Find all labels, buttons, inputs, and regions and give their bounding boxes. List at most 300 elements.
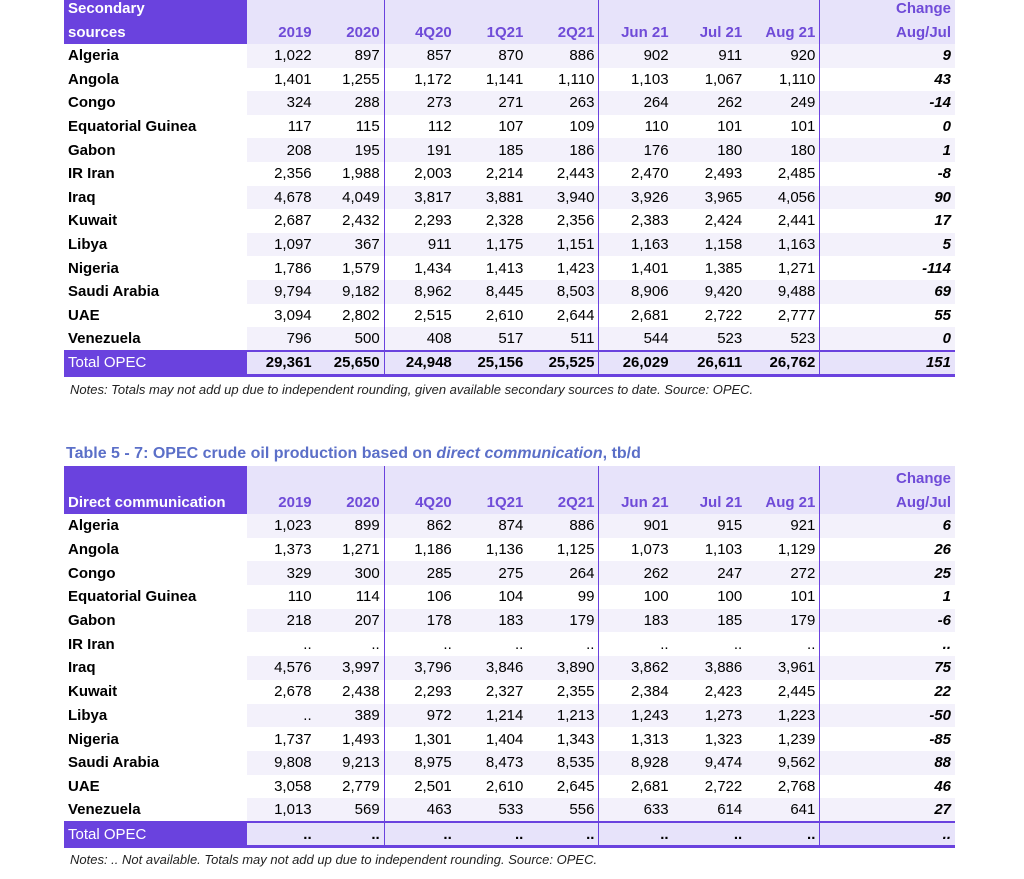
change-cell: 0 bbox=[820, 327, 955, 351]
value-cell: 8,906 bbox=[599, 280, 673, 304]
value-cell: 185 bbox=[456, 138, 528, 162]
change-cell: 88 bbox=[820, 751, 955, 775]
value-cell: 8,928 bbox=[599, 751, 673, 775]
header-label-top bbox=[64, 466, 247, 491]
total-value: .. bbox=[384, 822, 456, 847]
country-name: Angola bbox=[68, 541, 119, 559]
value-cell: 1,434 bbox=[384, 256, 456, 280]
table-row bbox=[64, 209, 955, 233]
value-cell: 517 bbox=[456, 327, 528, 351]
change-cell: 43 bbox=[820, 68, 955, 92]
value-cell: 886 bbox=[527, 44, 599, 68]
column-header: 1Q21 bbox=[456, 491, 528, 514]
value-cell: 208 bbox=[247, 138, 316, 162]
value-cell: 9,808 bbox=[247, 751, 316, 775]
value-cell: .. bbox=[247, 704, 316, 728]
country-name: Gabon bbox=[68, 612, 116, 630]
value-cell: .. bbox=[673, 632, 747, 656]
table-row bbox=[64, 186, 955, 210]
country-name: Libya bbox=[68, 236, 108, 254]
country-name: Kuwait bbox=[68, 212, 118, 230]
country-name: Kuwait bbox=[68, 683, 118, 701]
value-cell: 2,003 bbox=[384, 162, 456, 186]
value-cell: 285 bbox=[384, 561, 456, 585]
country-name: Congo bbox=[68, 564, 116, 582]
value-cell: .. bbox=[316, 632, 385, 656]
value-cell: 3,817 bbox=[384, 186, 456, 210]
change-cell: -114 bbox=[820, 256, 955, 280]
table-row bbox=[64, 256, 955, 280]
value-cell: 2,293 bbox=[384, 209, 456, 233]
table2-title-prefix: Table 5 - 7: OPEC crude oil production based on bbox=[66, 445, 437, 462]
value-cell: 249 bbox=[746, 91, 820, 115]
value-cell: 264 bbox=[599, 91, 673, 115]
total-label: Total OPEC bbox=[64, 351, 247, 376]
value-cell: 8,473 bbox=[456, 751, 528, 775]
value-cell: 2,328 bbox=[456, 209, 528, 233]
value-cell: 2,681 bbox=[599, 304, 673, 328]
value-cell: 1,301 bbox=[384, 727, 456, 751]
value-cell: 2,470 bbox=[599, 162, 673, 186]
table-row bbox=[64, 44, 955, 68]
value-cell: 1,214 bbox=[456, 704, 528, 728]
change-cell: 55 bbox=[820, 304, 955, 328]
country-name: Venezuela bbox=[68, 329, 141, 347]
value-cell: 1,163 bbox=[746, 233, 820, 257]
value-cell: 262 bbox=[673, 91, 747, 115]
value-cell: 9,562 bbox=[746, 751, 820, 775]
column-header: 2019 bbox=[247, 20, 316, 44]
value-cell: 112 bbox=[384, 115, 456, 139]
value-cell: 9,182 bbox=[316, 280, 385, 304]
value-cell: 8,445 bbox=[456, 280, 528, 304]
value-cell: 1,223 bbox=[746, 704, 820, 728]
column-header: 2020 bbox=[316, 491, 385, 514]
value-cell: 523 bbox=[673, 327, 747, 351]
column-header: 4Q20 bbox=[384, 491, 456, 514]
value-cell: 544 bbox=[599, 327, 673, 351]
value-cell: 3,961 bbox=[746, 656, 820, 680]
value-cell: 185 bbox=[673, 609, 747, 633]
value-cell: 104 bbox=[456, 585, 528, 609]
value-cell: 1,343 bbox=[527, 727, 599, 751]
column-header: 2020 bbox=[316, 20, 385, 44]
value-cell: 100 bbox=[673, 585, 747, 609]
value-cell: 1,186 bbox=[384, 538, 456, 562]
value-cell: 1,579 bbox=[316, 256, 385, 280]
value-cell: 218 bbox=[247, 609, 316, 633]
value-cell: 3,094 bbox=[247, 304, 316, 328]
country-name: Angola bbox=[68, 70, 119, 88]
value-cell: 3,926 bbox=[599, 186, 673, 210]
change-cell: 26 bbox=[820, 538, 955, 562]
change-cell: -14 bbox=[820, 91, 955, 115]
total-value: .. bbox=[673, 822, 747, 847]
value-cell: 1,172 bbox=[384, 68, 456, 92]
country-name: UAE bbox=[68, 777, 100, 795]
value-cell: 1,073 bbox=[599, 538, 673, 562]
value-cell: 2,214 bbox=[456, 162, 528, 186]
value-cell: 107 bbox=[456, 115, 528, 139]
value-cell: 2,678 bbox=[247, 680, 316, 704]
value-cell: 3,886 bbox=[673, 656, 747, 680]
value-cell: 2,644 bbox=[527, 304, 599, 328]
total-value: .. bbox=[599, 822, 673, 847]
table-row bbox=[64, 327, 955, 351]
change-cell: 75 bbox=[820, 656, 955, 680]
value-cell: 3,890 bbox=[527, 656, 599, 680]
change-cell: -6 bbox=[820, 609, 955, 633]
value-cell: 4,576 bbox=[247, 656, 316, 680]
value-cell: 9,213 bbox=[316, 751, 385, 775]
country-name: Iraq bbox=[68, 188, 96, 206]
country-name: Congo bbox=[68, 94, 116, 112]
direct-communication-table bbox=[64, 466, 955, 848]
value-cell: 367 bbox=[316, 233, 385, 257]
value-cell: 9,474 bbox=[673, 751, 747, 775]
value-cell: 195 bbox=[316, 138, 385, 162]
table-row bbox=[64, 514, 955, 538]
header-change-label: Change bbox=[820, 0, 955, 20]
value-cell: 180 bbox=[746, 138, 820, 162]
value-cell: 511 bbox=[527, 327, 599, 351]
total-change: .. bbox=[820, 822, 955, 847]
value-cell: 463 bbox=[384, 798, 456, 822]
value-cell: 1,158 bbox=[673, 233, 747, 257]
table-row bbox=[64, 751, 955, 775]
value-cell: 324 bbox=[247, 91, 316, 115]
value-cell: 641 bbox=[746, 798, 820, 822]
value-cell: 1,022 bbox=[247, 44, 316, 68]
table2-title-emphasis: direct communication bbox=[436, 445, 603, 462]
value-cell: 556 bbox=[527, 798, 599, 822]
value-cell: 2,610 bbox=[456, 775, 528, 799]
value-cell: 1,401 bbox=[599, 256, 673, 280]
value-cell: 2,779 bbox=[316, 775, 385, 799]
value-cell: .. bbox=[527, 632, 599, 656]
value-cell: 2,293 bbox=[384, 680, 456, 704]
value-cell: .. bbox=[456, 632, 528, 656]
total-row bbox=[64, 351, 955, 376]
country-name: Saudi Arabia bbox=[68, 283, 160, 301]
change-cell: 25 bbox=[820, 561, 955, 585]
value-cell: 2,356 bbox=[527, 209, 599, 233]
header-row-top bbox=[64, 0, 955, 20]
value-cell: 1,404 bbox=[456, 727, 528, 751]
country-name: Algeria bbox=[68, 47, 119, 65]
header-row-top bbox=[64, 466, 955, 491]
country-name: Venezuela bbox=[68, 801, 141, 819]
header-row bbox=[64, 20, 955, 44]
column-header: 4Q20 bbox=[384, 20, 456, 44]
secondary-sources-table bbox=[64, 0, 955, 377]
change-cell: 22 bbox=[820, 680, 955, 704]
value-cell: 2,493 bbox=[673, 162, 747, 186]
value-cell: 9,420 bbox=[673, 280, 747, 304]
value-cell: 207 bbox=[316, 609, 385, 633]
value-cell: 2,438 bbox=[316, 680, 385, 704]
header-change-period: Aug/Jul bbox=[820, 20, 955, 44]
value-cell: 972 bbox=[384, 704, 456, 728]
value-cell: 3,997 bbox=[316, 656, 385, 680]
table-row bbox=[64, 680, 955, 704]
value-cell: 275 bbox=[456, 561, 528, 585]
value-cell: 796 bbox=[247, 327, 316, 351]
value-cell: 2,777 bbox=[746, 304, 820, 328]
value-cell: 183 bbox=[456, 609, 528, 633]
value-cell: 633 bbox=[599, 798, 673, 822]
value-cell: 110 bbox=[599, 115, 673, 139]
value-cell: 3,965 bbox=[673, 186, 747, 210]
country-name: Gabon bbox=[68, 141, 116, 159]
value-cell: 99 bbox=[527, 585, 599, 609]
value-cell: 2,432 bbox=[316, 209, 385, 233]
total-change: 151 bbox=[820, 351, 955, 376]
header-change-label: Change bbox=[820, 466, 955, 491]
column-header: 2019 bbox=[247, 491, 316, 514]
value-cell: 3,881 bbox=[456, 186, 528, 210]
value-cell: 3,846 bbox=[456, 656, 528, 680]
value-cell: 110 bbox=[247, 585, 316, 609]
header-blank bbox=[456, 0, 528, 20]
value-cell: 569 bbox=[316, 798, 385, 822]
value-cell: 101 bbox=[746, 585, 820, 609]
value-cell: 179 bbox=[527, 609, 599, 633]
value-cell: 1,110 bbox=[746, 68, 820, 92]
value-cell: 263 bbox=[527, 91, 599, 115]
value-cell: 870 bbox=[456, 44, 528, 68]
value-cell: 1,737 bbox=[247, 727, 316, 751]
value-cell: 1,423 bbox=[527, 256, 599, 280]
header-blank bbox=[527, 0, 599, 20]
table1-notes: Notes: Totals may not add up due to independent rounding, given available secondary sources to date. Source: OPEC. bbox=[70, 382, 754, 397]
value-cell: 3,940 bbox=[527, 186, 599, 210]
value-cell: 2,515 bbox=[384, 304, 456, 328]
total-value: .. bbox=[746, 822, 820, 847]
change-cell: -8 bbox=[820, 162, 955, 186]
change-cell: 27 bbox=[820, 798, 955, 822]
value-cell: 1,786 bbox=[247, 256, 316, 280]
change-cell: -50 bbox=[820, 704, 955, 728]
country-name: IR Iran bbox=[68, 635, 115, 653]
column-header: Aug 21 bbox=[746, 20, 820, 44]
value-cell: 3,796 bbox=[384, 656, 456, 680]
value-cell: 2,768 bbox=[746, 775, 820, 799]
value-cell: 1,136 bbox=[456, 538, 528, 562]
table-row bbox=[64, 775, 955, 799]
total-value: .. bbox=[247, 822, 316, 847]
header-blank bbox=[673, 466, 747, 491]
value-cell: 1,129 bbox=[746, 538, 820, 562]
total-value: 25,525 bbox=[527, 351, 599, 376]
header-blank bbox=[599, 466, 673, 491]
value-cell: .. bbox=[247, 632, 316, 656]
value-cell: 886 bbox=[527, 514, 599, 538]
change-cell: 46 bbox=[820, 775, 955, 799]
value-cell: 1,023 bbox=[247, 514, 316, 538]
value-cell: 1,323 bbox=[673, 727, 747, 751]
value-cell: 2,441 bbox=[746, 209, 820, 233]
value-cell: 1,097 bbox=[247, 233, 316, 257]
value-cell: 2,355 bbox=[527, 680, 599, 704]
value-cell: 1,413 bbox=[456, 256, 528, 280]
total-value: 29,361 bbox=[247, 351, 316, 376]
value-cell: 300 bbox=[316, 561, 385, 585]
value-cell: 920 bbox=[746, 44, 820, 68]
table-row bbox=[64, 632, 955, 656]
value-cell: 2,423 bbox=[673, 680, 747, 704]
country-name: Nigeria bbox=[68, 259, 119, 277]
value-cell: 186 bbox=[527, 138, 599, 162]
value-cell: 2,356 bbox=[247, 162, 316, 186]
value-cell: 389 bbox=[316, 704, 385, 728]
country-name: Nigeria bbox=[68, 730, 119, 748]
header-blank bbox=[316, 466, 385, 491]
value-cell: 1,151 bbox=[527, 233, 599, 257]
table-row bbox=[64, 233, 955, 257]
value-cell: 9,794 bbox=[247, 280, 316, 304]
value-cell: 8,503 bbox=[527, 280, 599, 304]
table-row bbox=[64, 138, 955, 162]
value-cell: 1,239 bbox=[746, 727, 820, 751]
value-cell: 862 bbox=[384, 514, 456, 538]
value-cell: 2,445 bbox=[746, 680, 820, 704]
column-header: 1Q21 bbox=[456, 20, 528, 44]
value-cell: 1,385 bbox=[673, 256, 747, 280]
header-blank bbox=[384, 466, 456, 491]
value-cell: 911 bbox=[673, 44, 747, 68]
value-cell: 272 bbox=[746, 561, 820, 585]
value-cell: 4,049 bbox=[316, 186, 385, 210]
header-row bbox=[64, 491, 955, 514]
table-row bbox=[64, 727, 955, 751]
value-cell: 897 bbox=[316, 44, 385, 68]
table-row bbox=[64, 609, 955, 633]
value-cell: 1,213 bbox=[527, 704, 599, 728]
value-cell: 1,163 bbox=[599, 233, 673, 257]
table-row bbox=[64, 68, 955, 92]
value-cell: 2,681 bbox=[599, 775, 673, 799]
value-cell: 264 bbox=[527, 561, 599, 585]
header-label-top: Secondary bbox=[64, 0, 247, 20]
table-row bbox=[64, 538, 955, 562]
value-cell: 101 bbox=[746, 115, 820, 139]
value-cell: 271 bbox=[456, 91, 528, 115]
value-cell: 614 bbox=[673, 798, 747, 822]
value-cell: 4,056 bbox=[746, 186, 820, 210]
change-cell: 5 bbox=[820, 233, 955, 257]
value-cell: 921 bbox=[746, 514, 820, 538]
table-row bbox=[64, 561, 955, 585]
table-row bbox=[64, 304, 955, 328]
table-row bbox=[64, 656, 955, 680]
value-cell: 262 bbox=[599, 561, 673, 585]
header-blank bbox=[527, 466, 599, 491]
value-cell: .. bbox=[599, 632, 673, 656]
country-name: Libya bbox=[68, 706, 108, 724]
value-cell: 8,975 bbox=[384, 751, 456, 775]
value-cell: 1,273 bbox=[673, 704, 747, 728]
change-cell: 0 bbox=[820, 115, 955, 139]
table2-notes: Notes: .. Not available. Totals may not add up due to independent rounding. Source: OPEC. bbox=[70, 852, 598, 867]
header-blank bbox=[746, 466, 820, 491]
table-row bbox=[64, 798, 955, 822]
value-cell: 1,373 bbox=[247, 538, 316, 562]
table-row bbox=[64, 704, 955, 728]
value-cell: 4,678 bbox=[247, 186, 316, 210]
value-cell: 115 bbox=[316, 115, 385, 139]
header-blank bbox=[384, 0, 456, 20]
value-cell: 114 bbox=[316, 585, 385, 609]
country-name: UAE bbox=[68, 306, 100, 324]
value-cell: 1,493 bbox=[316, 727, 385, 751]
country-name: Iraq bbox=[68, 659, 96, 677]
value-cell: 273 bbox=[384, 91, 456, 115]
value-cell: 176 bbox=[599, 138, 673, 162]
value-cell: 288 bbox=[316, 91, 385, 115]
value-cell: 1,313 bbox=[599, 727, 673, 751]
value-cell: 2,722 bbox=[673, 775, 747, 799]
value-cell: 247 bbox=[673, 561, 747, 585]
header-blank bbox=[673, 0, 747, 20]
value-cell: 2,722 bbox=[673, 304, 747, 328]
header-blank bbox=[316, 0, 385, 20]
header-blank bbox=[247, 0, 316, 20]
table-row bbox=[64, 115, 955, 139]
value-cell: 2,443 bbox=[527, 162, 599, 186]
value-cell: 179 bbox=[746, 609, 820, 633]
value-cell: 1,067 bbox=[673, 68, 747, 92]
value-cell: 2,424 bbox=[673, 209, 747, 233]
header-blank bbox=[247, 466, 316, 491]
value-cell: 8,962 bbox=[384, 280, 456, 304]
country-name: Saudi Arabia bbox=[68, 754, 160, 772]
value-cell: 902 bbox=[599, 44, 673, 68]
value-cell: 1,141 bbox=[456, 68, 528, 92]
value-cell: 1,271 bbox=[316, 538, 385, 562]
value-cell: 191 bbox=[384, 138, 456, 162]
value-cell: 2,610 bbox=[456, 304, 528, 328]
column-header: Jul 21 bbox=[673, 491, 747, 514]
value-cell: 178 bbox=[384, 609, 456, 633]
total-value: 26,762 bbox=[746, 351, 820, 376]
value-cell: 1,271 bbox=[746, 256, 820, 280]
value-cell: 874 bbox=[456, 514, 528, 538]
value-cell: 901 bbox=[599, 514, 673, 538]
value-cell: 1,401 bbox=[247, 68, 316, 92]
value-cell: 915 bbox=[673, 514, 747, 538]
table-row bbox=[64, 280, 955, 304]
change-cell: 6 bbox=[820, 514, 955, 538]
table2-title bbox=[66, 445, 641, 463]
value-cell: 180 bbox=[673, 138, 747, 162]
value-cell: 1,988 bbox=[316, 162, 385, 186]
country-name: Equatorial Guinea bbox=[68, 118, 197, 136]
value-cell: 899 bbox=[316, 514, 385, 538]
value-cell: 1,110 bbox=[527, 68, 599, 92]
header-blank bbox=[746, 0, 820, 20]
value-cell: 101 bbox=[673, 115, 747, 139]
value-cell: 109 bbox=[527, 115, 599, 139]
value-cell: 1,243 bbox=[599, 704, 673, 728]
change-cell: 17 bbox=[820, 209, 955, 233]
header-change-period: Aug/Jul bbox=[820, 491, 955, 514]
value-cell: 2,501 bbox=[384, 775, 456, 799]
value-cell: 2,485 bbox=[746, 162, 820, 186]
change-cell: .. bbox=[820, 632, 955, 656]
change-cell: 90 bbox=[820, 186, 955, 210]
total-value: 26,611 bbox=[673, 351, 747, 376]
